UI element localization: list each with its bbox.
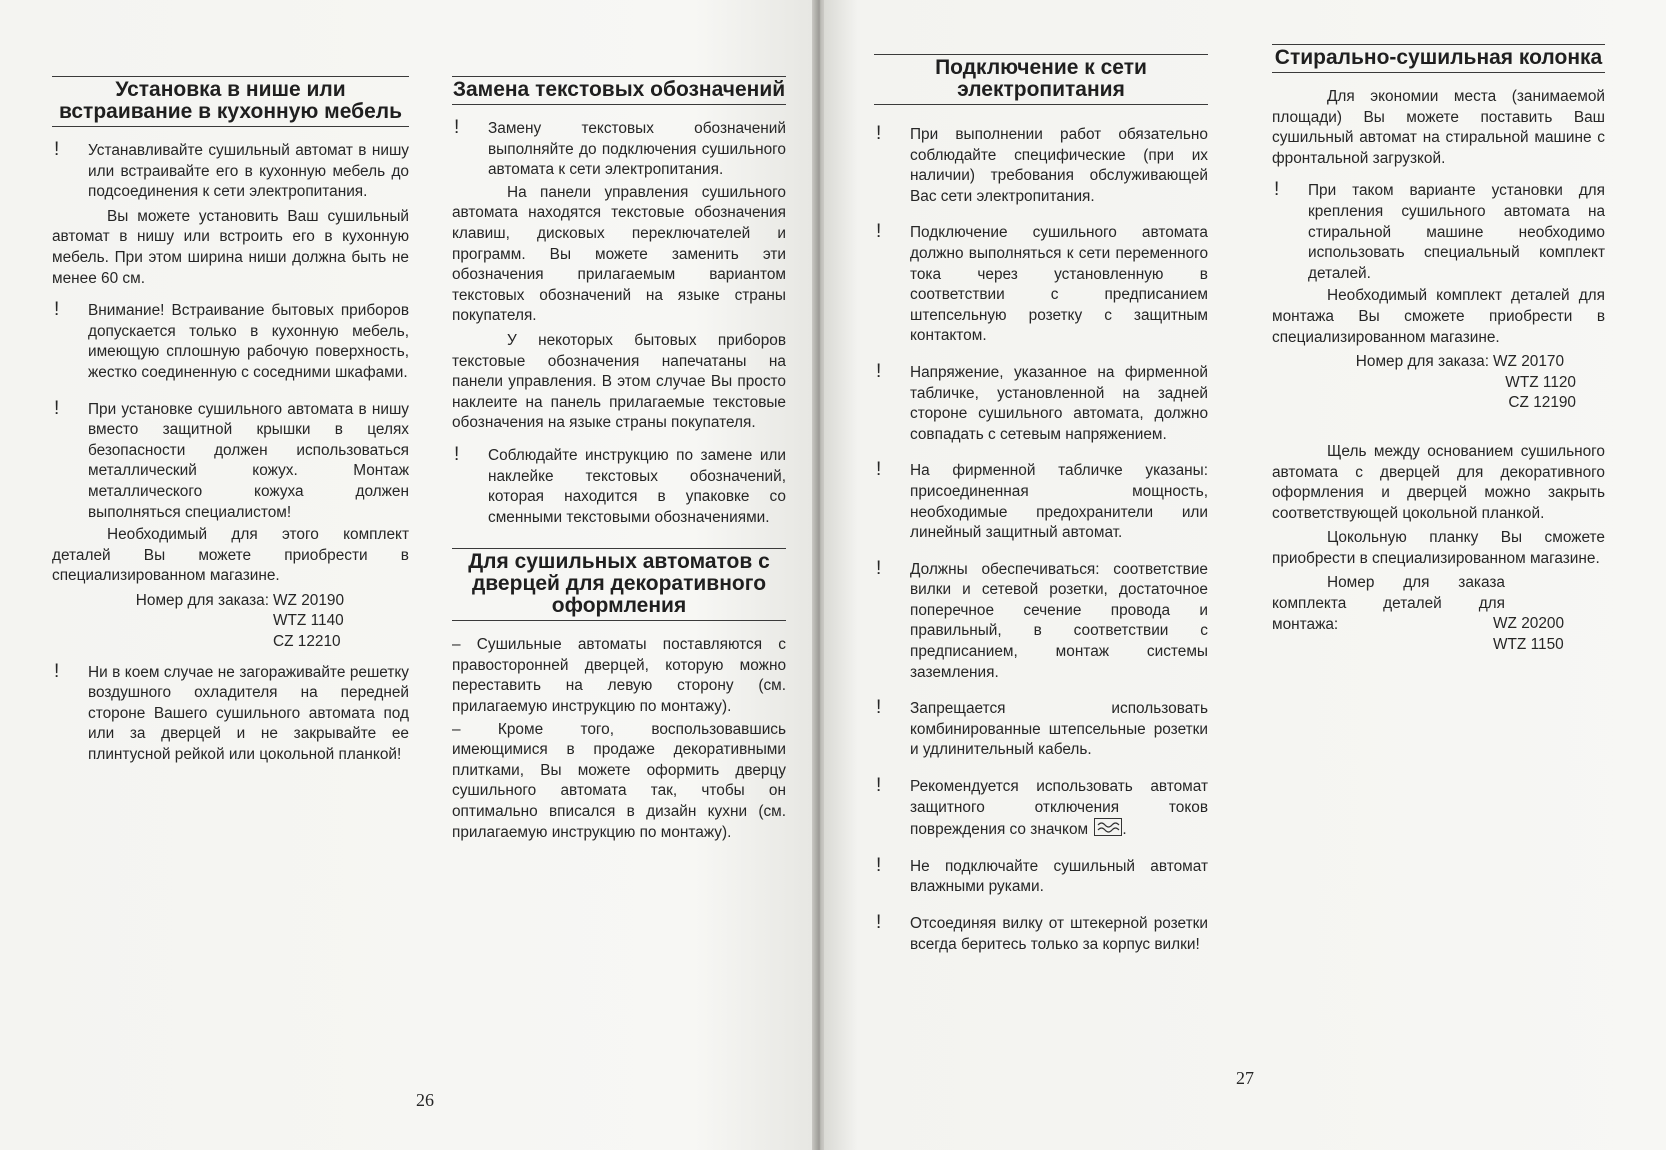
order-code: CZ 12190 — [1508, 394, 1576, 412]
order-code: WZ 20190 — [273, 591, 345, 609]
order-numbers — [52, 591, 409, 653]
paragraph: Необходимый для этого комплект деталей Вы можете приобрести в специализированном магазине. — [52, 526, 409, 585]
warning-item: ! При таком варианте установки для крепления сушильного автомата на стиральной машине необходимо использовать специальный комплект деталей. — [1274, 179, 1605, 282]
column-labels-and-decor — [452, 76, 786, 845]
paragraph: На панели управления сушильного автомата находятся текстовые обозначения клавиш, дисковых переключателей и программ. Вы можете заменить эти обозначения прилагаемым вариантом текстовых обозначений на языке страны покупателя. — [452, 183, 786, 325]
column-washer-dryer-stack — [1272, 44, 1605, 665]
right-page — [824, 0, 1666, 1150]
warning-item: ! Запрещается использовать комбинированные штепсельные розетки и удлинительный кабель. — [876, 697, 1208, 759]
order-code: CZ 12210 — [273, 633, 341, 651]
exclamation-icon: ! — [54, 299, 60, 321]
warning-item: ! Замену текстовых обозначений выполняйте до подключения сушильного автомата к сети электропитания. — [454, 117, 786, 179]
order-code: WTZ 1140 — [273, 612, 344, 630]
paragraph: Щель между основанием сушильного автомата с дверцей для декоративного оформления и дверцей можно закрыть соответствующей цокольной планкой. — [1272, 442, 1605, 522]
exclamation-icon: ! — [454, 117, 460, 138]
exclamation-icon: ! — [876, 123, 882, 144]
dash-item: – Кроме того, воспользовавшись имеющимися в продаже декоративными плитками, Вы можете оформить дверцу сушильного автомата так, чтобы он оптимально вписался в дизайн кухни (см. прилагаемую инструкцию по монтажу). — [452, 720, 786, 841]
order-code: WZ 20200 — [1493, 615, 1565, 633]
warning-item: ! Устанавливайте сушильный автомат в нишу или встраивайте его в кухонную мебель до подсоединения к сети электропитания. — [54, 139, 409, 201]
order-numbers — [1272, 614, 1605, 655]
exclamation-icon: ! — [54, 397, 60, 419]
exclamation-icon: ! — [876, 697, 882, 719]
warning-item: ! Подключение сушильного автомата должно выполняться к сети переменного тока через установленную в соответствии с предписанием штепсельную розетку с защитным контактом. — [876, 221, 1208, 345]
warning-item: ! Отсоединяя вилку от штекерной розетки всегда беритесь только за корпус вилки! — [876, 912, 1208, 953]
paragraph: Для экономии места (занимаемой площади) Вы можете поставить Ваш сушильный автомат на стиральной машине с фронтальной загрузкой. — [1272, 88, 1605, 167]
warning-item: ! При установке сушильного автомата в нишу вместо защитной крышки в целях безопасности должен использоваться металлический кожух. Монтаж металлического кожуха должен выполняться специалистом! — [54, 397, 409, 521]
exclamation-icon: ! — [876, 557, 882, 579]
warning-item: ! Ни в коем случае не загораживайте решетку воздушного охладителя на передней стороне Вашего сушильного автомата под или за дверцей и не закрывайте ее плинтусной рейкой или цокольной планкой! — [54, 660, 409, 764]
order-label: Номер для заказа: — [135, 591, 269, 609]
warning-item: ! На фирменной табличке указаны: присоединенная мощность, необходимые предохранители или линейный защитный автомат. — [876, 459, 1208, 542]
exclamation-icon: ! — [876, 854, 882, 876]
warning-item: ! Рекомендуется использовать автомат защитного отключения токов повреждения со значком . — [876, 775, 1208, 839]
order-numbers — [1272, 352, 1605, 414]
heading-power-connection: Подключение к сети электропитания — [874, 54, 1208, 105]
order-code: WTZ 1150 — [1493, 635, 1564, 653]
paragraph: Цокольную планку Вы сможете приобрести в специализированном магазине. — [1272, 529, 1605, 567]
order-label: Номер для заказа: — [1355, 353, 1489, 371]
rcd-symbol-icon — [1094, 818, 1122, 836]
exclamation-icon: ! — [876, 459, 882, 481]
heading-decor-door: Для сушильных автоматов с дверцей для декоративного оформления — [452, 548, 786, 621]
paragraph: Номер для заказа комплекта деталей для монтажа: — [1272, 574, 1505, 633]
paragraph: Вы можете установить Ваш сушильный автомат в нишу или встроить его в кухонную мебель. При этом ширина ниши должна быть не менее 60 см. — [52, 207, 409, 287]
warning-item: ! Не подключайте сушильный автомат влажными руками. — [876, 854, 1208, 896]
page-number: 27 — [1236, 1068, 1254, 1088]
left-page — [0, 0, 818, 1150]
order-code: WTZ 1120 — [1505, 373, 1576, 391]
warning-item: ! Соблюдайте инструкцию по замене или наклейке текстовых обозначений, которая находится в упаковке со сменными текстовыми обозначениями. — [454, 443, 786, 526]
warning-item: ! При выполнении работ обязательно соблюдайте специфические (при их наличии) требования обслуживающей Вас сети электропитания. — [876, 123, 1208, 205]
dash-item: – Сушильные автоматы поставляются с правосторонней дверцей, которую можно переставить на левую сторону (см. прилагаемую инструкцию по монтажу). — [452, 636, 786, 716]
exclamation-icon: ! — [876, 775, 882, 797]
heading-label-replacement: Замена текстовых обозначений — [452, 76, 786, 105]
warning-item: ! Напряжение, указанное на фирменной табличке, установленной на задней стороне сушильного автомата, должно совпадать с сетевым напряжением. — [876, 360, 1208, 443]
column-power-connection — [874, 54, 1208, 971]
order-code: WZ 20170 — [1493, 353, 1565, 371]
paragraph: У некоторых бытовых приборов текстовые обозначения напечатаны на панели управления. В этом случае Вы просто наклеите на панель прилагаемые текстовые обозначения на языке страны покупателя. — [452, 331, 786, 432]
exclamation-icon: ! — [54, 660, 60, 682]
column-installation — [52, 76, 409, 782]
warning-item: ! Внимание! Встраивание бытовых приборов допускается только в кухонную мебель, имеющую сплошную рабочую поверхность, жестко соединенную с соседними шкафами. — [54, 299, 409, 381]
exclamation-icon: ! — [876, 221, 882, 243]
paragraph: Необходимый комплект деталей для монтажа Вы сможете приобрести в специализированном магазине. — [1272, 287, 1605, 346]
exclamation-icon: ! — [54, 139, 60, 160]
page-number: 26 — [416, 1090, 434, 1110]
exclamation-icon: ! — [454, 443, 460, 465]
exclamation-icon: ! — [876, 912, 882, 933]
heading-washer-dryer-stack: Стирально-сушильная колонка — [1272, 44, 1605, 73]
exclamation-icon: ! — [876, 360, 882, 382]
heading-installation: Установка в нише или встраивание в кухонную мебель — [52, 76, 409, 127]
exclamation-icon: ! — [1274, 179, 1280, 201]
warning-item: ! Должны обеспечиваться: соответствие вилки и сетевой розетки, достаточное поперечное сечение провода и правильный, в соответствии с предписанием, монтаж системы заземления. — [876, 557, 1208, 681]
